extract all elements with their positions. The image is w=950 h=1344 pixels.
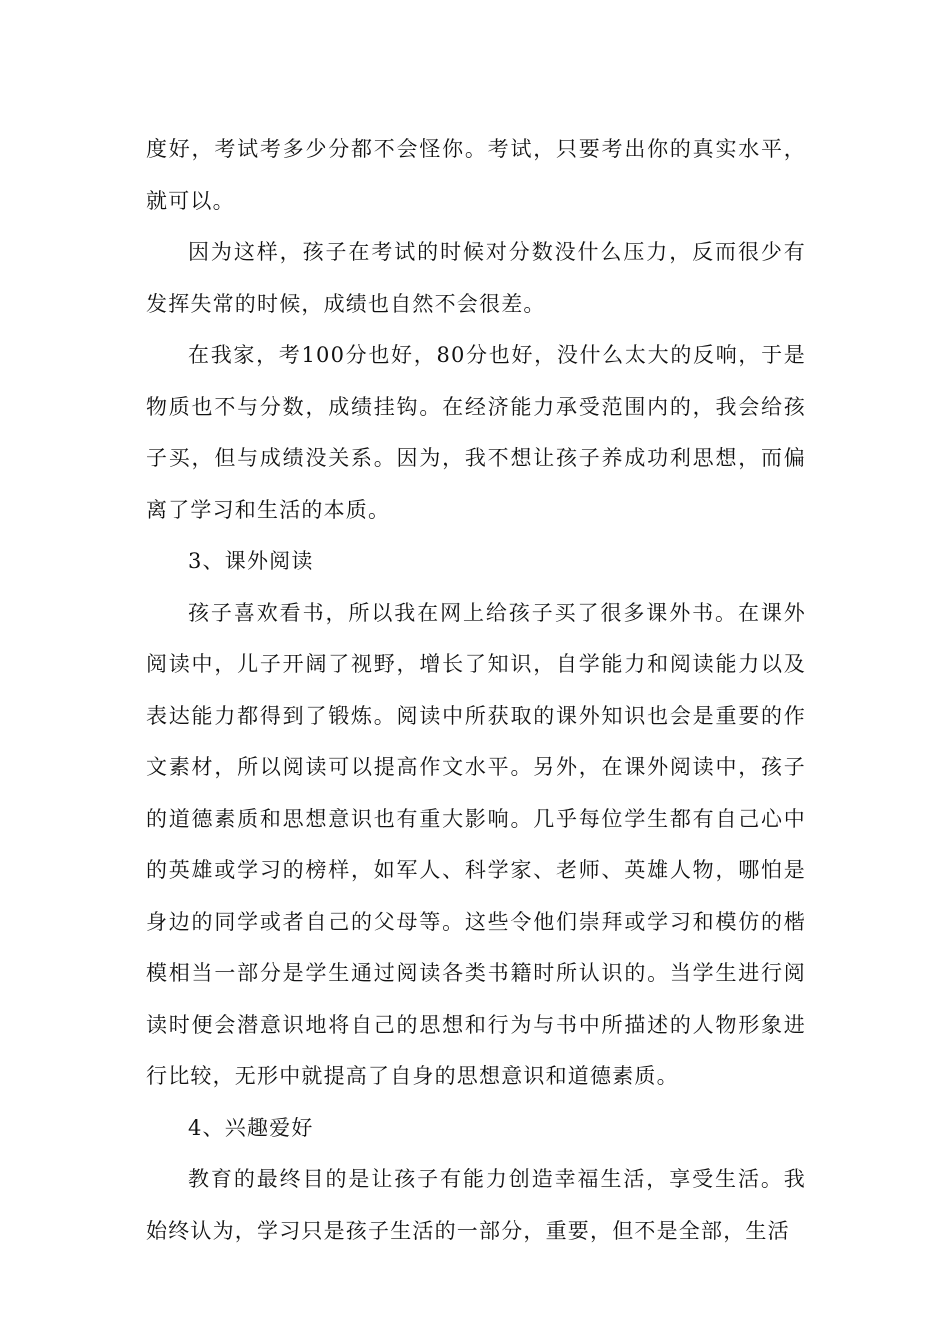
- section-heading-hobbies: 4、兴趣爱好: [188, 1115, 314, 1140]
- paragraph-2: 因为这样，孩子在考试的时候对分数没什么压力，反而很少有发挥失常的时候，成绩也自然不会很差。: [146, 240, 806, 316]
- paragraph-3: 在我家，考100分也好，80分也好，没什么太大的反响，于是物质也不与分数，成绩挂钩。在经济能力承受范围内的，我会给孩子买，但与成绩没关系。因为，我不想让孩子养成功利思想，而偏离了学习和生活的本质。: [146, 343, 806, 522]
- section-heading-reading: 3、课外阅读: [188, 549, 314, 573]
- paragraph-5: 孩子喜欢看书，所以我在网上给孩子买了很多课外书。在课外阅读中，儿子开阔了视野，增长了知识，自学能力和阅读能力以及表达能力都得到了锻炼。阅读中所获取的课外知识也会是重要的作文素材，所以阅读可以提高作文水平。另外，在课外阅读中，孩子的道德素质和思想意识也有重大影响。几乎每位学生都有自己心中的英雄或学习的榜样，如军人、科学家、老师、英雄人物，哪怕是身边的同学或者自己的父母等。这些令他们崇拜或学习和模仿的楷模相当一部分是学生通过阅读各类书籍时所认识的。当学生进行阅读时便会潜意识地将自己的思想和行为与书中所描述的人物形象进行比较，无形中就提高了自身的思想意识和道德素质。: [146, 600, 806, 1088]
- document-body: [146, 124, 806, 1257]
- paragraph-7: 教育的最终目的是让孩子有能力创造幸福生活，享受生活。我始终认为，学习只是孩子生活的一部分，重要，但不是全部，生活: [146, 1167, 806, 1243]
- paragraph-1: 度好，考试考多少分都不会怪你。考试，只要考出你的真实水平，就可以。: [146, 137, 806, 213]
